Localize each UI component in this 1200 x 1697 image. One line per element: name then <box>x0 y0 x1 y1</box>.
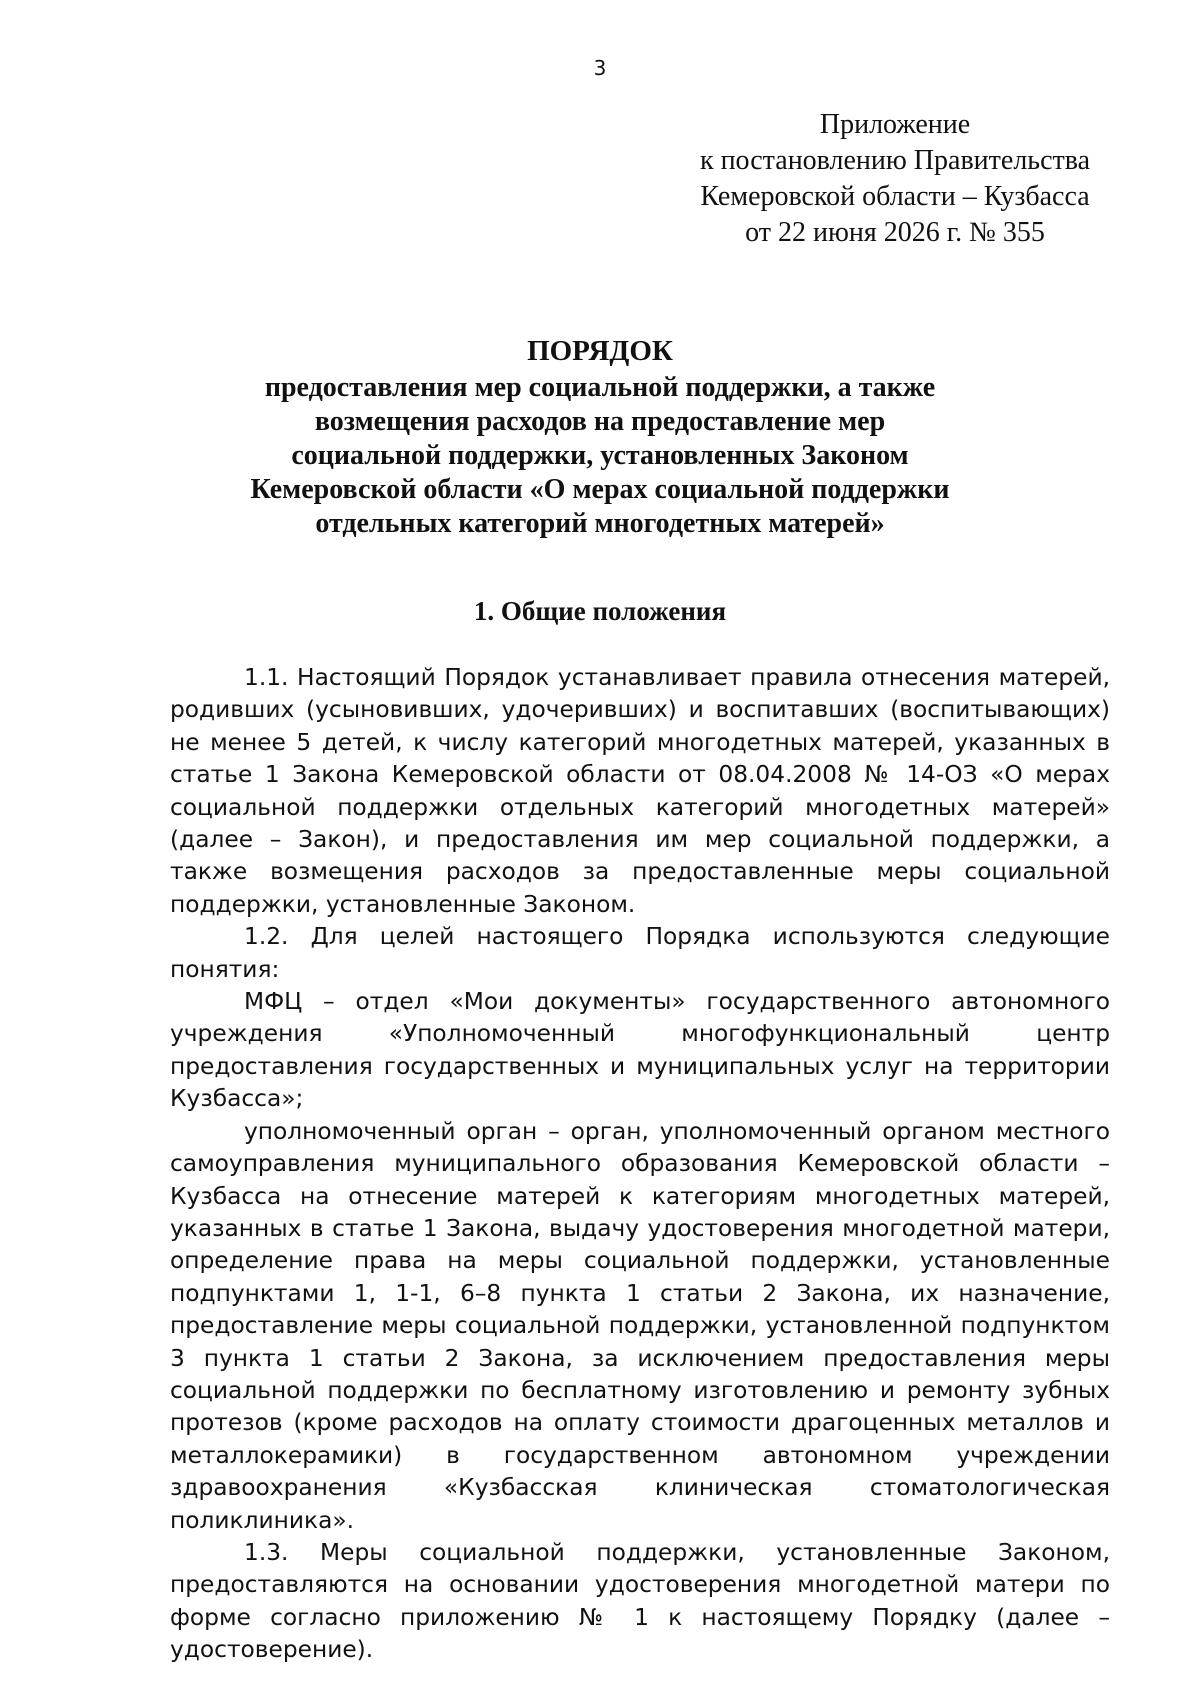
body-text <box>170 662 1110 1667</box>
definition-mfc: МФЦ – отдел «Мои документы» государственного автономного учреждения «Уполномоченный многофункциональный центр предоставления государственных и муниципальных услуг на территории Кузбасса»; <box>170 988 1110 1113</box>
appendix-date-number: от 22 июня 2026 г. № 355 <box>745 217 1045 248</box>
document-subtitle-line-3: социальной поддержки, установленных Законом <box>291 440 909 471</box>
paragraph-1-2: 1.2. Для целей настоящего Порядка используются следующие понятия: <box>170 923 1110 983</box>
document-subtitle-line-4: Кемеровской области «О мерах социальной поддержки <box>250 474 950 505</box>
appendix-resolution-line: к постановлению Правительства <box>699 145 1091 176</box>
document-subtitle-line-5: отдельных категорий многодетных матерей» <box>315 508 885 539</box>
document-title-block <box>150 334 1050 541</box>
document-title: ПОРЯДОК <box>527 335 673 367</box>
page-number: 3 <box>593 56 607 80</box>
definition-authorized-body: уполномоченный орган – орган, уполномоченный органом местного самоуправления муниципального образования Кемеровской области – Кузбасса на отнесение матерей к категориям многодетных матерей, указанных в статье 1 Закона, выдачу удостоверения многодетной матери, определение права на меры социальной поддержки, установленные подпунктами 1, 1-1, 6–8 пункта 1 статьи 2 Закона, их назначение, предоставление меры социальной поддержки, установленной подпунктом 3 пункта 1 статьи 2 Закона, за исключением предоставления меры социальной поддержки по бесплатному изготовлению и ремонту зубных протезов (кроме расходов на оплату стоимости драгоценных металлов и металлокерамики) в государственном автономном учреждении здравоохранения «Кузбасская клиническая стоматологическая поликлиника». <box>170 1117 1110 1534</box>
document-subtitle-line-2: возмещения расходов на предоставление мер <box>314 406 886 437</box>
appendix-region-line: Кемеровской области – Кузбасса <box>700 181 1090 212</box>
section-heading: 1. Общие положения <box>473 596 727 626</box>
paragraph-1-3: 1.3. Меры социальной поддержки, установленные Законом, предоставляются на основании удостоверения многодетной матери по форме согласно приложению № 1 к настоящему Порядку (далее – удостоверение). <box>170 1538 1110 1664</box>
paragraph-1-1: 1.1. Настоящий Порядок устанавливает правила отнесения матерей, родивших (усыновивших, удочеривших) и воспитавших (воспитывающих) не менее 5 детей, к числу категорий многодетных матерей, указанных в статье 1 Закона Кемеровской области от 08.04.2008 № 14-ОЗ «О мерах социальной поддержки отдельных категорий многодетных матерей» (далее – Закон), и предоставления им мер социальной поддержки, а также возмещения расходов за предоставленные меры социальной поддержки, установленные Законом. <box>170 664 1110 918</box>
document-subtitle-line-1: предоставления мер социальной поддержки, а также <box>264 372 936 403</box>
appendix-block <box>680 107 1110 251</box>
appendix-label: Приложение <box>819 109 971 140</box>
